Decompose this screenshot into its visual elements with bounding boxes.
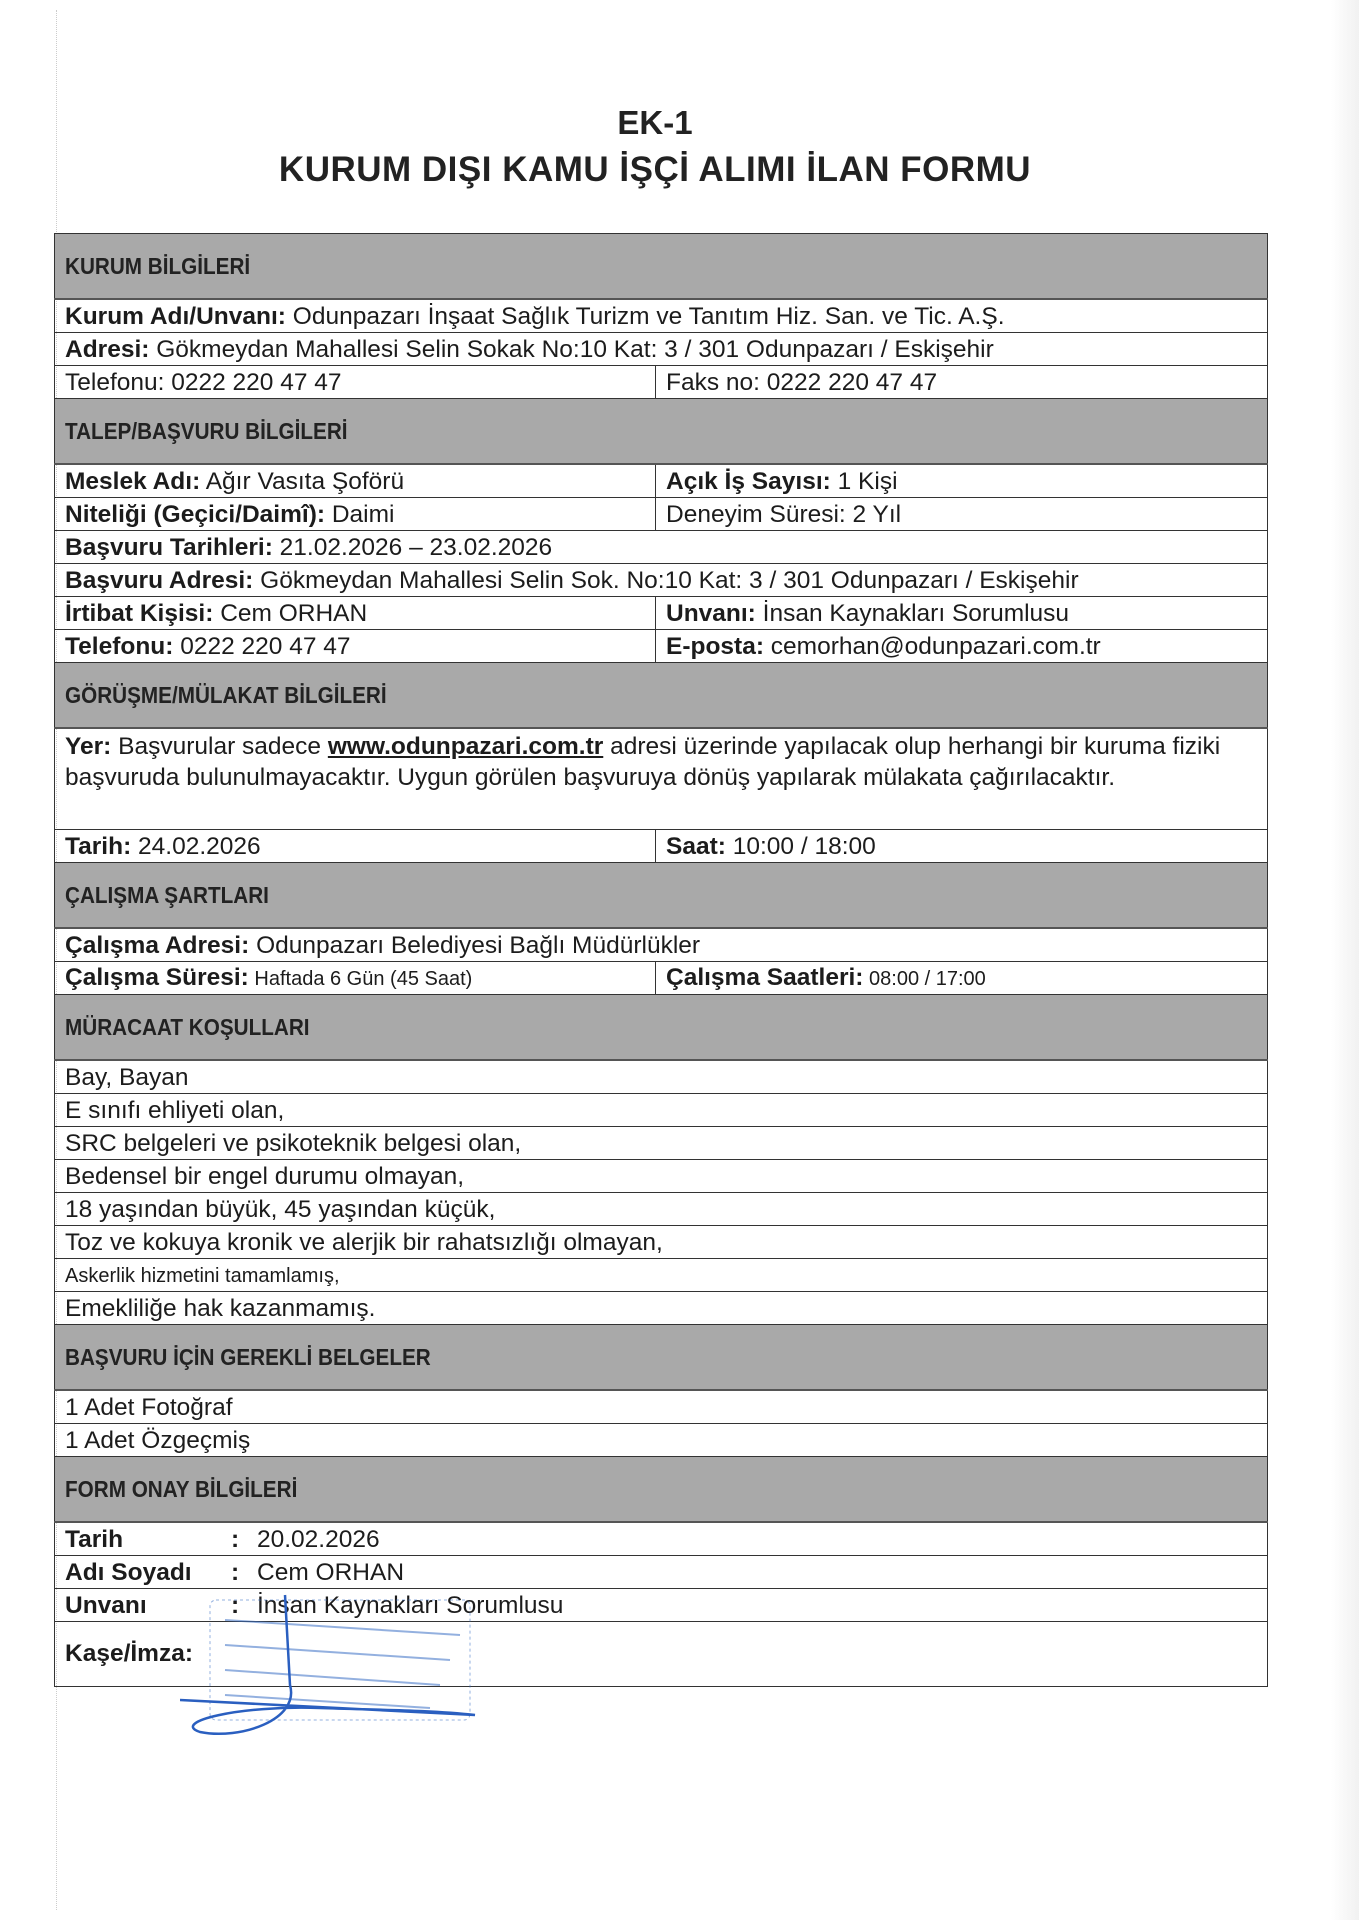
- condition-item: Toz ve kokuya kronik ve alerjik bir rahatsızlığı olmayan,: [55, 1226, 1268, 1259]
- section-belgeler: BAŞVURU İÇİN GEREKLİ BELGELER: [55, 1325, 1268, 1391]
- section-talep: TALEP/BAŞVURU BİLGİLERİ: [55, 399, 1268, 465]
- calisma-saat-cell: Çalışma Saatleri: 08:00 / 17:00: [656, 962, 1268, 995]
- deneyim-cell: Deneyim Süresi: 2 Yıl: [656, 498, 1268, 531]
- announcement-form-table: [54, 233, 1268, 1687]
- condition-item: E sınıfı ehliyeti olan,: [55, 1094, 1268, 1127]
- condition-item: 18 yaşından büyük, 45 yaşından küçük,: [55, 1193, 1268, 1226]
- telefon-cell: Telefonu: 0222 220 47 47: [55, 630, 656, 663]
- kurum-fax: Faks no: 0222 220 47 47: [656, 366, 1268, 399]
- nitelik-cell: Niteliği (Geçici/Daimî): Daimi: [55, 498, 656, 531]
- document-item: 1 Adet Fotoğraf: [55, 1390, 1268, 1424]
- irtibat-cell: İrtibat Kişisi: Cem ORHAN: [55, 597, 656, 630]
- meslek-cell: Meslek Adı: Ağır Vasıta Şoförü: [55, 464, 656, 498]
- yer-row: Yer: Başvurular sadece www.odunpazari.com.tr adresi üzerinde yapılacak olup herhangi bir kuruma fiziki başvuruda bulunulmayacaktır. Uygun görülen başvuruya dönüş yapılarak mülakata çağırılacaktır.: [55, 728, 1268, 830]
- section-onay: FORM ONAY BİLGİLERİ: [55, 1457, 1268, 1523]
- kurum-name-row: Kurum Adı/Unvanı: Odunpazarı İnşaat Sağlık Turizm ve Tanıtım Hiz. San. ve Tic. A.Ş.: [55, 299, 1268, 333]
- calisma-adres-row: Çalışma Adresi: Odunpazarı Belediyesi Bağlı Müdürlükler: [55, 928, 1268, 962]
- website-link[interactable]: www.odunpazari.com.tr: [327, 733, 604, 760]
- kurum-phone: Telefonu: 0222 220 47 47: [55, 366, 656, 399]
- mulakat-tarih-cell: Tarih: 24.02.2026: [55, 830, 656, 863]
- section-muracaat: MÜRACAAT KOŞULLARI: [55, 995, 1268, 1061]
- kurum-address-row: Adresi: Gökmeydan Mahallesi Selin Sokak No:10 Kat: 3 / 301 Odunpazarı / Eskişehir: [55, 333, 1268, 366]
- section-kurum: KURUM BİLGİLERİ: [55, 234, 1268, 300]
- condition-item: Askerlik hizmetini tamamlamış,: [55, 1259, 1268, 1292]
- eposta-cell: E-posta: cemorhan@odunpazari.com.tr: [656, 630, 1268, 663]
- condition-item: Emekliliğe hak kazanmamış.: [55, 1292, 1268, 1325]
- basvuru-adres-row: Başvuru Adresi: Gökmeydan Mahallesi Selin Sok. No:10 Kat: 3 / 301 Odunpazarı / Eskişehir: [55, 564, 1268, 597]
- onay-unvan-row: Unvanı : İnsan Kaynakları Sorumlusu: [55, 1589, 1268, 1622]
- unvan-cell: Unvanı: İnsan Kaynakları Sorumlusu: [656, 597, 1268, 630]
- annex-label: EK-1: [617, 104, 693, 141]
- form-title: KURUM DIŞI KAMU İŞÇİ ALIMI İLAN FORMU: [278, 150, 1032, 189]
- basvuru-tarih-row: Başvuru Tarihleri: 21.02.2026 – 23.02.2026: [55, 531, 1268, 564]
- condition-item: SRC belgeleri ve psikoteknik belgesi olan,: [55, 1127, 1268, 1160]
- onay-tarih-row: Tarih : 20.02.2026: [55, 1522, 1268, 1556]
- document-item: 1 Adet Özgeçmiş: [55, 1424, 1268, 1457]
- mulakat-saat-cell: Saat: 10:00 / 18:00: [656, 830, 1268, 863]
- calisma-sure-cell: Çalışma Süresi: Haftada 6 Gün (45 Saat): [55, 962, 656, 995]
- page-edge: [1331, 0, 1359, 1920]
- section-calisma: ÇALIŞMA ŞARTLARI: [55, 863, 1268, 929]
- condition-item: Bay, Bayan: [55, 1060, 1268, 1094]
- section-gorusme: GÖRÜŞME/MÜLAKAT BİLGİLERİ: [55, 663, 1268, 729]
- acik-is-cell: Açık İş Sayısı: 1 Kişi: [656, 464, 1268, 498]
- condition-item: Bedensel bir engel durumu olmayan,: [55, 1160, 1268, 1193]
- onay-kase-row: Kaşe/İmza:: [55, 1622, 1268, 1687]
- onay-ad-row: Adı Soyadı : Cem ORHAN: [55, 1556, 1268, 1589]
